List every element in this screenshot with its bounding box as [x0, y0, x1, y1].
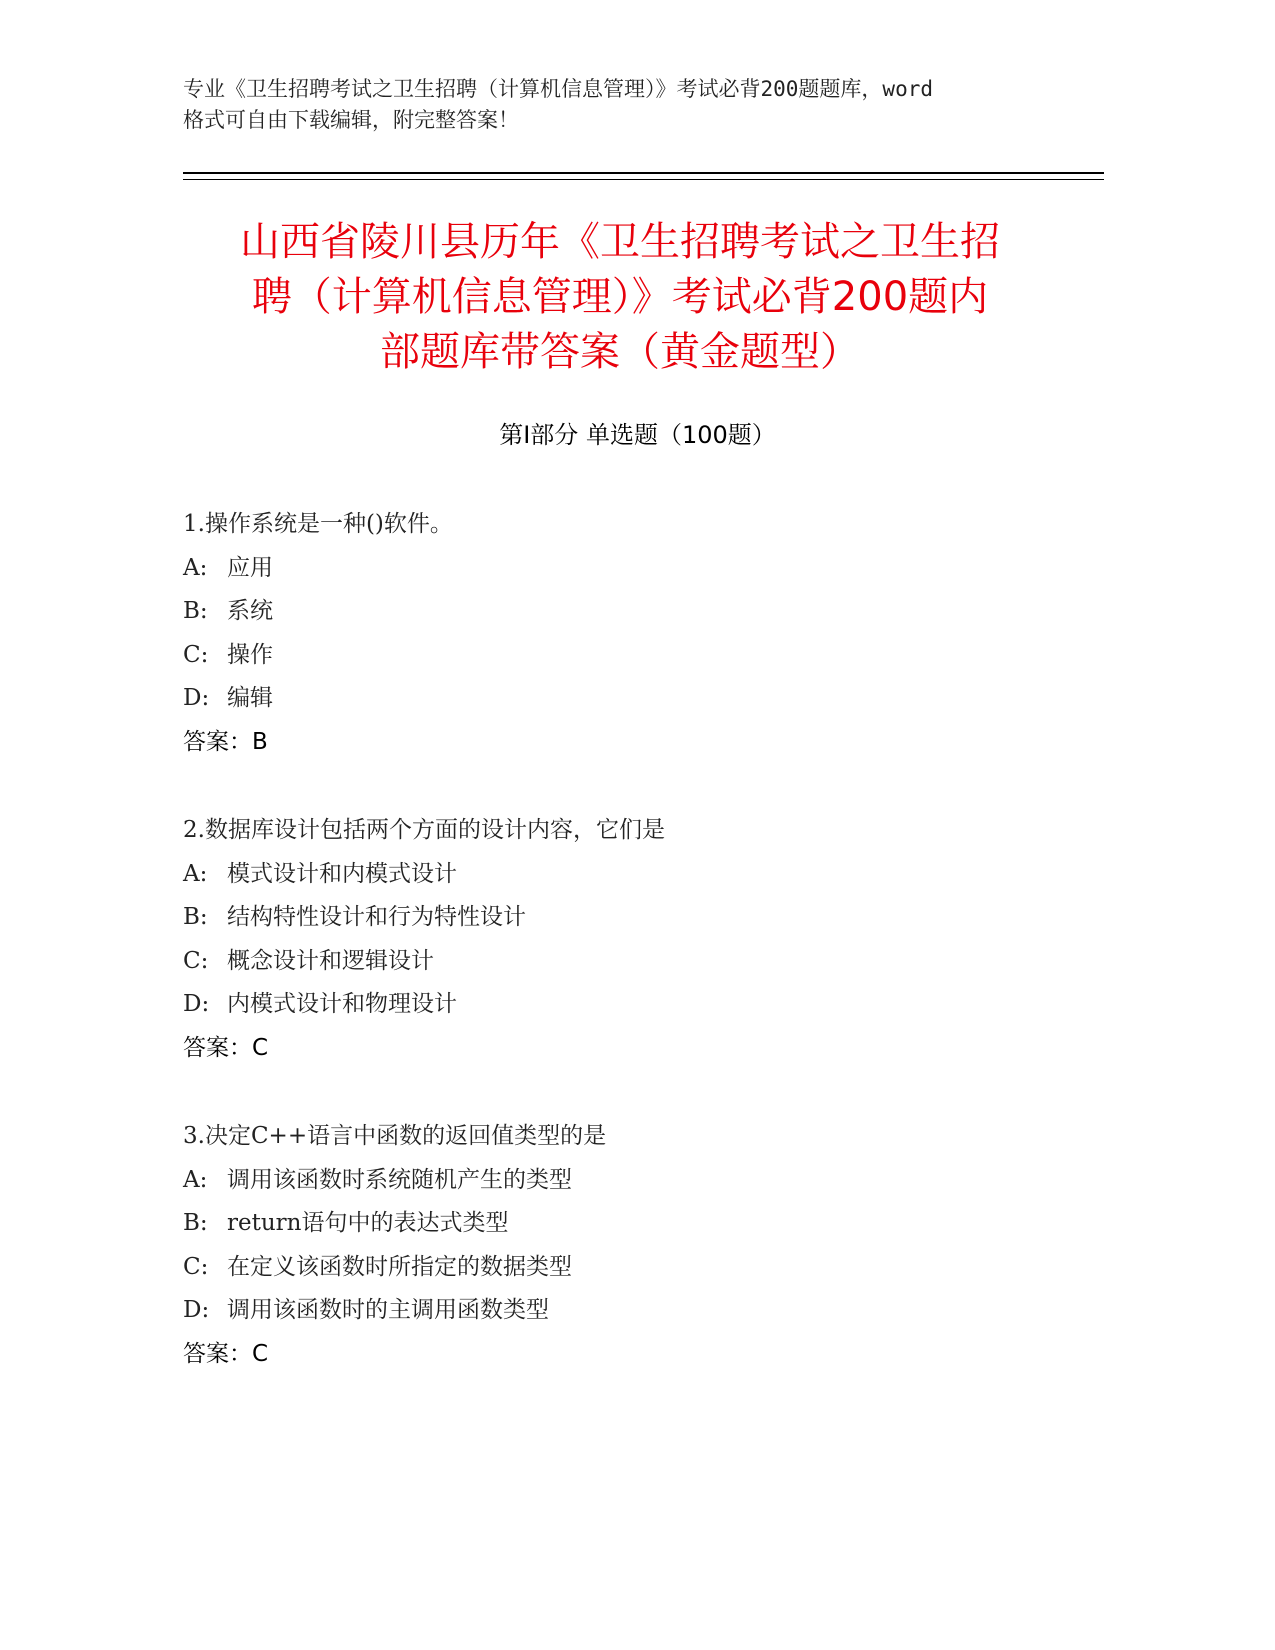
option-c: [183, 1246, 1103, 1290]
question-answer: 答案：B: [183, 728, 268, 755]
header-rule-thick: [183, 172, 1104, 174]
header-note-line-2: 格式可自由下载编辑，附完整答案！: [183, 108, 519, 132]
option-letter: C:: [183, 641, 209, 668]
option-b: [183, 590, 1103, 634]
question-3: [183, 1115, 1103, 1376]
option-d: [183, 983, 1103, 1027]
option-c: [183, 634, 1103, 678]
option-letter: B:: [183, 904, 208, 930]
document-title-line-2: 聘（计算机信息管理）》考试必背200题内: [251, 274, 989, 320]
option-letter: B:: [183, 1210, 208, 1236]
option-b: [183, 1202, 1103, 1246]
document-title: [180, 215, 1060, 380]
option-letter: A:: [183, 860, 208, 887]
option-c: [183, 940, 1103, 984]
header-note-line-1: 专业《卫生招聘考试之卫生招聘（计算机信息管理）》考试必背200题题库，word: [183, 77, 933, 101]
option-letter: B:: [183, 598, 208, 624]
question-2: [183, 809, 1103, 1070]
option-text: 结构特性设计和行为特性设计: [227, 904, 526, 930]
option-text: 应用: [227, 554, 273, 581]
option-letter: A:: [183, 1166, 208, 1193]
option-text: 概念设计和逻辑设计: [227, 947, 434, 974]
option-letter: D:: [183, 1297, 210, 1323]
option-a: [183, 1159, 1103, 1203]
option-letter: C:: [183, 947, 209, 974]
option-d: [183, 1289, 1103, 1333]
header-rule-thin: [183, 179, 1104, 180]
option-d: [183, 677, 1103, 721]
document-title-line-3: 部题库带答案（黄金题型）: [380, 329, 860, 375]
option-text: 系统: [227, 598, 273, 624]
option-text: 编辑: [227, 685, 273, 711]
header-note: [183, 74, 1083, 136]
question-1: [183, 503, 1103, 764]
option-letter: D:: [183, 685, 210, 711]
option-text: 在定义该函数时所指定的数据类型: [227, 1253, 572, 1280]
option-text: 内模式设计和物理设计: [227, 991, 457, 1017]
section-heading: 第Ⅰ部分 单选题（100题）: [499, 421, 776, 449]
question-answer: 答案：C: [183, 1034, 269, 1061]
document-title-line-1: 山西省陵川县历年《卫生招聘考试之卫生招: [240, 219, 1000, 265]
option-text: 操作: [227, 641, 273, 668]
question-answer: 答案：C: [183, 1340, 269, 1367]
option-text: 模式设计和内模式设计: [227, 860, 457, 887]
option-a: [183, 853, 1103, 897]
option-a: [183, 547, 1103, 591]
question-stem: 1.操作系统是一种()软件。: [183, 511, 453, 537]
question-stem: 3.决定C++语言中函数的返回值类型的是: [183, 1123, 607, 1149]
option-text: return语句中的表达式类型: [227, 1210, 509, 1236]
option-b: [183, 896, 1103, 940]
option-letter: D:: [183, 991, 210, 1017]
question-stem: 2.数据库设计包括两个方面的设计内容，它们是: [183, 817, 665, 843]
option-text: 调用该函数时系统随机产生的类型: [227, 1166, 572, 1193]
option-letter: A:: [183, 554, 208, 581]
option-letter: C:: [183, 1253, 209, 1280]
option-text: 调用该函数时的主调用函数类型: [227, 1297, 549, 1323]
